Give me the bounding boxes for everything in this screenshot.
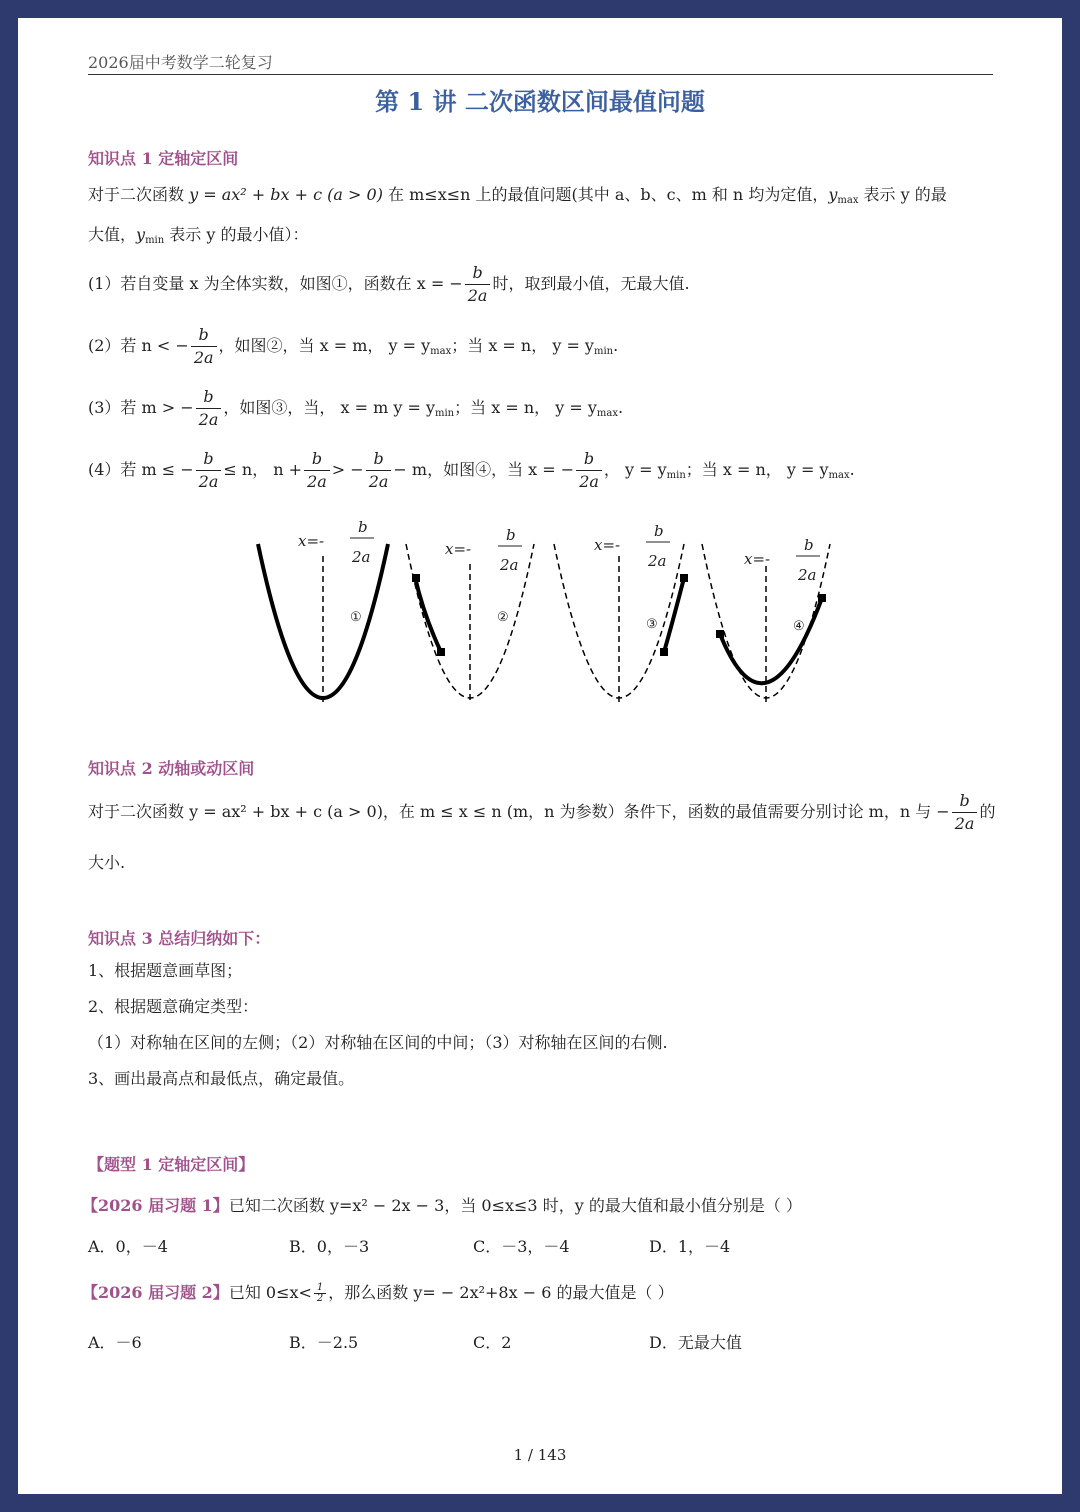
q1-text: 已知二次函数 y=x² − 2x − 3，当 0≤x≤3 时，y 的最大值和最小值分别是（ ）: [228, 1196, 802, 1215]
fig3-label: ③: [646, 617, 658, 632]
case4-sub2: max: [828, 470, 850, 481]
page-title: 第 1 讲 二次函数区间最值问题: [375, 87, 705, 116]
q2-post: ，那么函数 y= − 2x²+8x − 6 的最大值是（ ）: [328, 1283, 674, 1302]
fig2-axis-den: 2a: [500, 556, 519, 574]
q1-option-c: C．－3，－4: [473, 1237, 570, 1256]
fig3-axis-prefix: x=-: [594, 536, 621, 554]
fig4-axis-prefix: x=-: [744, 550, 771, 568]
case4-fraction-2: [304, 448, 330, 493]
fig2-axis-prefix: x=-: [445, 540, 472, 558]
case3-mid: ；当 x = n， y = y: [454, 398, 597, 417]
kp1-case3: [88, 386, 623, 431]
frac-den: 2a: [198, 410, 219, 429]
kp1-line1-pre: 对于二次函数: [88, 185, 190, 204]
kp3-heading: 知识点 3 总结归纳如下：: [88, 929, 271, 948]
fig3-axis-num: b: [654, 522, 664, 540]
q2-option-c: C．2: [473, 1333, 512, 1352]
frac-num: b: [196, 386, 222, 409]
fig4-label: ④: [793, 619, 805, 634]
fig4-endpoint-m: [716, 630, 724, 638]
case4-sub1: min: [666, 470, 686, 481]
kp3-item-3: （1）对称轴在区间的左侧；（2）对称轴在区间的中间；（3）对称轴在区间的右侧.: [88, 1033, 668, 1052]
fig4-axis-num: b: [804, 536, 814, 554]
kp2-line2: 大小.: [88, 853, 126, 872]
fig4-axis-den: 2a: [798, 566, 817, 584]
fig2-endpoint-n: [437, 648, 445, 656]
q1-option-b: B．0，－3: [289, 1237, 370, 1256]
frac-num: b: [196, 448, 222, 471]
q1-tag: 【2026 届习题 1】: [82, 1196, 229, 1215]
kp1-case2: [88, 324, 618, 369]
fig1-axis-prefix: x=-: [298, 532, 325, 550]
fig2-segment: [415, 578, 441, 652]
case4-p2: ≤ n， n +: [223, 460, 303, 479]
ymin-symbol: y: [136, 225, 146, 244]
case3-fraction: [196, 386, 222, 431]
case3-sub1: min: [435, 408, 455, 419]
case3-end: .: [617, 398, 624, 417]
frac-num: b: [304, 448, 330, 471]
frac-den: 2a: [193, 348, 214, 367]
document-page: [18, 18, 1062, 1494]
frac-num: b: [366, 448, 392, 471]
case4-p1: (4）若 m ≤ −: [88, 460, 194, 479]
case4-p3: > −: [331, 460, 364, 479]
frac-num: 1: [314, 1283, 326, 1294]
case1-pre: (1）若自变量 x 为全体实数，如图①，函数在 x = −: [88, 274, 463, 293]
kp1-case1: [88, 262, 690, 307]
fig2-axis-num: b: [506, 526, 516, 544]
header-rule: [88, 74, 993, 75]
case2-end: .: [613, 336, 619, 355]
kp1-line2-pre: 大值，: [88, 225, 137, 244]
q2-tag: 【2026 届习题 2】: [82, 1283, 229, 1302]
case4-p6: ；当 x = n， y = y: [685, 460, 829, 479]
kp2-heading: 知识点 2 动轴或动区间: [88, 759, 255, 778]
kp2-line1-pre: 对于二次函数 y = ax² + bx + c (a > 0)，在 m ≤ x ≤ n (m，n 为参数）条件下，函数的最值需要分别讨论 m，n 与 −: [88, 802, 950, 821]
kp3-item-1: 1、根据题意画草图；: [88, 961, 243, 980]
frac-num: b: [191, 324, 217, 347]
fig3-endpoint-n: [680, 574, 688, 582]
case4-fraction-1: [196, 448, 222, 493]
fig1-label: ①: [350, 610, 362, 625]
frac-num: b: [952, 790, 978, 813]
case4-end: .: [849, 460, 855, 479]
type1-heading: 【题型 1 定轴定区间】: [88, 1155, 255, 1174]
fig2-label: ②: [497, 610, 509, 625]
fig4-endpoint-n: [818, 594, 826, 602]
kp3-item-2: 2、根据题意确定类型：: [88, 997, 259, 1016]
frac-den: 2a: [954, 814, 975, 833]
q1-option-d: D．1，－4: [649, 1237, 731, 1256]
case2-sub2: min: [593, 346, 614, 357]
ymax-symbol: y: [828, 185, 838, 204]
case4-fraction-3: [366, 448, 392, 493]
q2-option-b: B．－2.5: [289, 1333, 359, 1352]
frac-den: 2a: [307, 472, 327, 491]
kp2-fraction: [952, 790, 978, 835]
page-number: 1 / 143: [513, 1446, 567, 1464]
case4-p5: ， y = y: [603, 460, 667, 479]
q2-pre: 已知 0≤x<: [228, 1283, 312, 1302]
frac-den: 2a: [467, 286, 488, 305]
kp2-line1-post: 的: [979, 802, 996, 821]
fig1-axis-den: 2a: [352, 548, 371, 566]
case4-p4: − m，如图④，当 x = −: [393, 460, 575, 479]
case3-pre: (3）若 m > −: [88, 398, 194, 417]
kp1-line1-post: 表示 y 的最: [858, 185, 947, 204]
kp1-line2: [88, 222, 309, 246]
kp1-line2-post: 表示 y 的最小值）：: [164, 225, 309, 244]
case2-fraction: [191, 324, 217, 369]
ymin-sub: min: [145, 235, 165, 246]
case2-mid: ；当 x = n， y = y: [451, 336, 594, 355]
kp1-line1: [88, 182, 947, 206]
kp1-line1-mid: 在 m≤x≤n 上的最值问题(其中 a、b、c、m 和 n 均为定值，: [382, 185, 829, 204]
fig1-axis-num: b: [358, 518, 368, 536]
frac-den: 2a: [368, 472, 389, 491]
fig3-axis-den: 2a: [648, 552, 667, 570]
frac-den: 2a: [198, 472, 219, 491]
case2-post: ，如图②，当 x = m， y = y: [218, 336, 431, 355]
header-label: 2026届中考数学二轮复习: [88, 53, 273, 72]
parabola-figures: [238, 508, 838, 708]
question-2: [82, 1280, 674, 1304]
ymax-sub: max: [837, 195, 859, 206]
case2-pre: (2）若 n < −: [88, 336, 189, 355]
q2-fraction: [314, 1283, 326, 1304]
case4-fraction-4: [576, 448, 602, 493]
case2-sub1: max: [430, 346, 452, 357]
kp3-item-4: 3、画出最高点和最低点，确定最值。: [88, 1069, 355, 1088]
kp1-case4: [88, 448, 855, 493]
kp2-line1: [88, 790, 995, 835]
kp1-heading: 知识点 1 定轴定区间: [88, 149, 239, 168]
frac-num: b: [465, 262, 491, 285]
q2-option-d: D．无最大值: [649, 1333, 742, 1352]
case1-fraction: [465, 262, 491, 307]
frac-den: 2a: [579, 472, 599, 491]
frac-num: b: [576, 448, 602, 471]
fig3-endpoint-m: [660, 648, 668, 656]
question-1: [82, 1193, 802, 1216]
case1-post: 时，取到最小值，无最大值.: [492, 274, 690, 293]
q2-option-a: A．－6: [88, 1333, 142, 1352]
frac-den: 2: [316, 1293, 324, 1304]
case3-post: ，如图③，当， x = m y = y: [223, 398, 435, 417]
fig2-endpoint-m: [412, 574, 420, 582]
case3-sub2: max: [596, 408, 618, 419]
fig4-segment: [720, 598, 822, 683]
q1-option-a: A．0，－4: [88, 1237, 168, 1256]
kp1-formula: y = ax² + bx + c (a > 0): [189, 185, 383, 204]
figure-1: [258, 544, 388, 704]
